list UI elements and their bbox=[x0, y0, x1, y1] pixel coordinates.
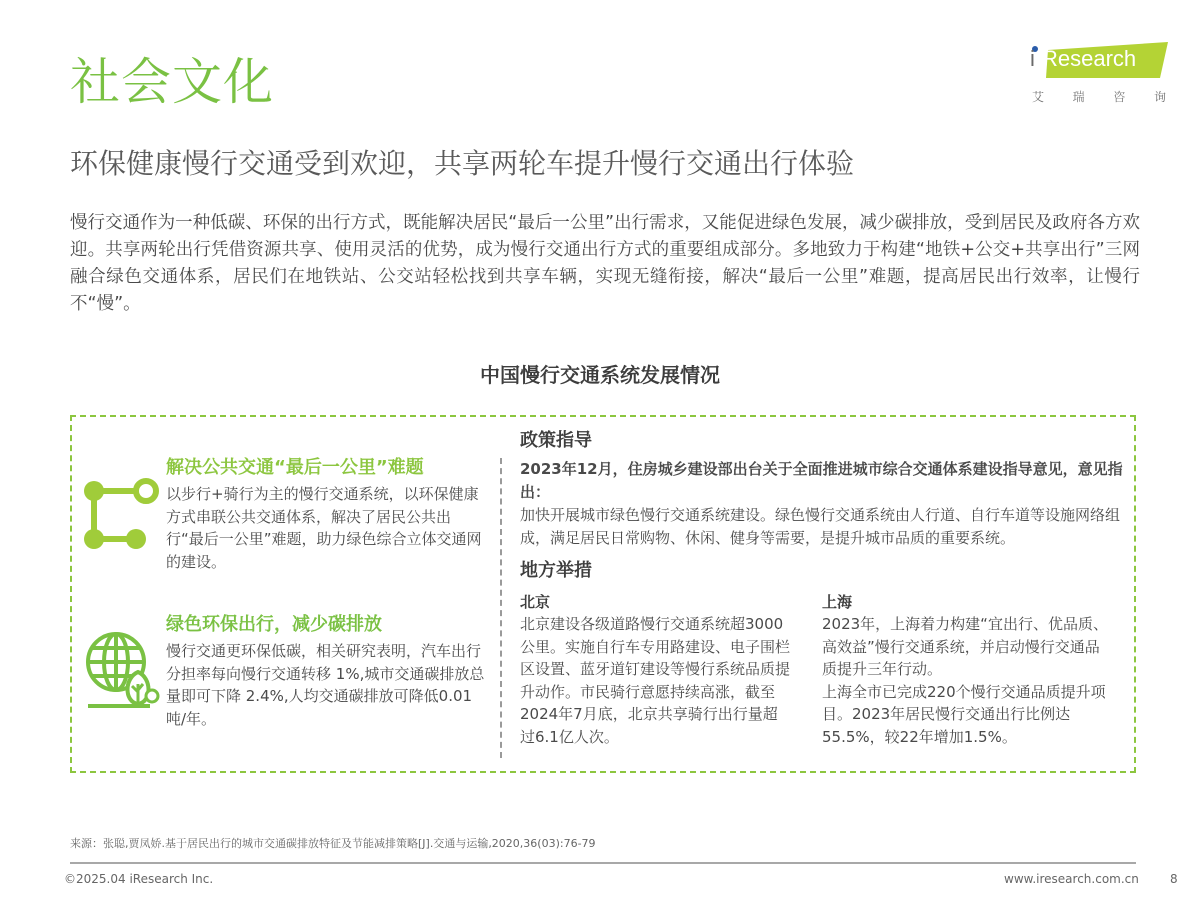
route-connector-icon bbox=[80, 473, 164, 557]
section-title: 中国慢行交通系统发展情况 bbox=[480, 363, 720, 387]
city-text-2: 上海全市已完成220个慢行交通品质提升项目。2023年居民慢行交通出行比例达55.5%，较22年增加1.5%。 bbox=[822, 682, 1106, 746]
logo-sub-char: 咨 bbox=[1113, 90, 1128, 104]
globe-tree-icon bbox=[80, 628, 164, 712]
feature-title: 解决公共交通“最后一公里”难题 bbox=[166, 457, 424, 478]
logo-brand-text: Research bbox=[1042, 46, 1137, 71]
intro-paragraph: 慢行交通作为一种低碳、环保的出行方式，既能解决居民“最后一公里”出行需求，又能促进绿色发展，减少碳排放，受到居民及政府各方欢迎。共享两轮出行凭借资源共享、使用灵活的优势，成为慢行交通出行方式的重要组成部分。多地致力于构建“地铁+公交+共享出行”三网融合绿色交通体系，居民们在地铁站、公交站轻松找到共享车辆，实现无缝衔接，解决“最后一公里”难题，提高居民出行效率，让慢行不“慢”。 bbox=[70, 213, 1140, 314]
feature-title: 绿色环保出行，减少碳排放 bbox=[166, 614, 382, 635]
page-subtitle: 环保健康慢行交通受到欢迎，共享两轮车提升慢行交通出行体验 bbox=[70, 147, 855, 180]
city-shanghai bbox=[822, 591, 1112, 749]
feature-body: 以步行+骑行为主的慢行交通系统，以环保健康方式串联公共交通体系，解决了居民公共出行“最后一公里”难题，助力绿色综合立体交通网的建设。 bbox=[166, 485, 482, 571]
city-name: 上海 bbox=[822, 593, 853, 611]
page-title: 社会文化 bbox=[70, 53, 274, 111]
source-citation: 来源：张聪,贾凤娇.基于居民出行的城市交通碳排放特征及节能减排策略[J].交通与运输,2020,36(03):76-79 bbox=[70, 837, 596, 850]
column-divider bbox=[500, 458, 502, 758]
policy-text: 加快开展城市绿色慢行交通系统建设。绿色慢行交通系统由人行道、自行车道等设施网络组成，满足居民日常购物、休闲、健身等需要，是提升城市品质的重要系统。 bbox=[520, 506, 1121, 547]
footer-divider bbox=[70, 862, 1136, 864]
website-link[interactable]: www.iresearch.com.cn bbox=[1004, 872, 1139, 886]
copyright: ©2025.04 iResearch Inc. bbox=[64, 872, 214, 886]
logo-sub-char: 询 bbox=[1153, 90, 1168, 104]
logo-sub-char: 瑞 bbox=[1072, 90, 1087, 104]
policy-heading: 政策指导 bbox=[520, 430, 592, 451]
policy-bold-text: 2023年12月，住房城乡建设部出台关于全面推进城市综合交通体系建设指导意见，意见指出： bbox=[520, 460, 1123, 501]
iresearch-logo bbox=[1028, 38, 1168, 108]
city-beijing bbox=[520, 591, 790, 749]
page-number: 8 bbox=[1170, 872, 1178, 886]
logo-i: i bbox=[1030, 46, 1035, 71]
city-text-1: 2023年，上海着力构建“宜出行、优品质、高效益”慢行交通系统，并启动慢行交通品质提升三年行动。 bbox=[822, 615, 1108, 679]
local-heading: 地方举措 bbox=[520, 560, 592, 581]
logo-sub-char: 艾 bbox=[1032, 90, 1047, 104]
feature-body: 慢行交通更环保低碳，相关研究表明，汽车出行分担率每向慢行交通转移 1%,城市交通碳排放总量即可下降 2.4%,人均交通碳排放可降低0.01 吨/年。 bbox=[166, 642, 485, 728]
logo-subtitle bbox=[1032, 88, 1168, 105]
city-name: 北京 bbox=[520, 593, 551, 611]
city-text: 北京建设各级道路慢行交通系统超3000公里。实施自行车专用路建设、电子围栏区设置、蓝牙道钉建设等慢行系统品质提升动作。市民骑行意愿持续高涨，截至2024年7月底，北京共享骑行出行量超过6.1亿人次。 bbox=[520, 615, 791, 746]
